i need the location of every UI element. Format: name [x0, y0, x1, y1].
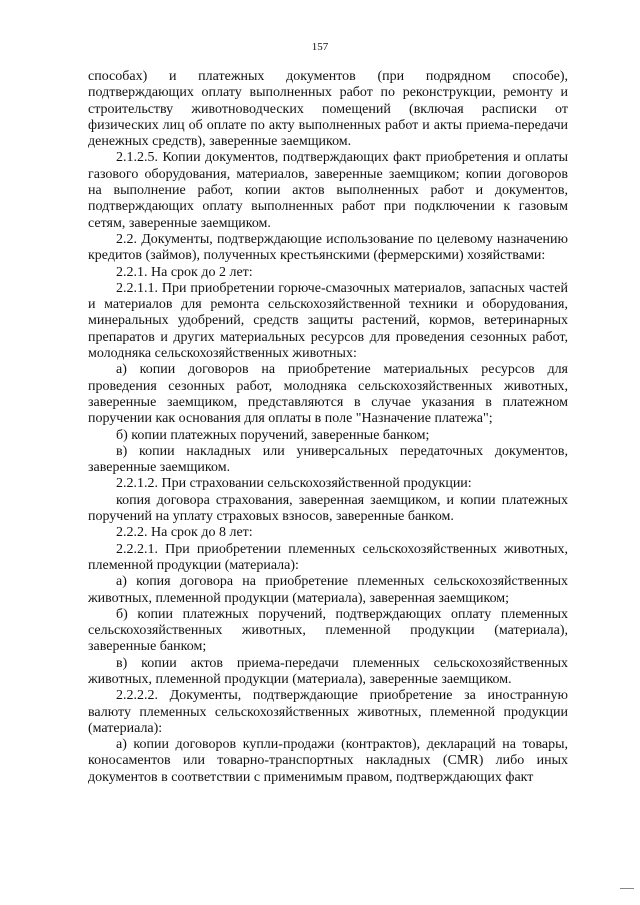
- paragraph: 2.2.2. На срок до 8 лет:: [116, 525, 253, 541]
- paragraph: 2.2. Документы, подтверждающие использование по целевому назначению кредитов (займов), полученных крестьянскими (фермерскими) хозяйствами:: [88, 231, 568, 264]
- paragraph: б) копии платежных поручений, подтверждающих оплату племенных сельскохозяйственных животных, племенной продукции (материала), заверенные банком;: [88, 606, 568, 655]
- paragraph: 2.2.2.2. Документы, подтверждающие приобретение за иностранную валюту племенных сельскохозяйственных животных, племенной продукции (материала):: [88, 688, 568, 736]
- paragraph: копия договора страхования, заверенная заемщиком, и копии платежных поручений на уплату страховых взносов, заверенные банком.: [88, 492, 568, 525]
- paragraph: 2.1.2.5. Копии документов, подтверждающих факт приобретения и оплаты газового оборудования, материалов, заверенные заемщиком; копии договоров на выполнение работ, копии актов выполненных работ и документов, подтверждающих оплату выполненных работ при подключении к газовым сетям, заверенные заемщиком.: [88, 150, 568, 231]
- document-body: [88, 69, 568, 786]
- paragraph: 2.2.1.2. При страховании сельскохозяйственной продукции:: [116, 476, 472, 492]
- paragraph: а) копии договоров на приобретение материальных ресурсов для проведения сезонных работ, молодняка сельскохозяйственных животных, заверенные заемщиком, представляются в случае указания в платежном поручении как основания для оплаты в поле "Назначение платежа";: [88, 362, 568, 427]
- paragraph: способах) и платежных документов (при подрядном способе), подтверждающих оплату выполненных работ по реконструкции, ремонту и строительству животноводческих помещений (включая расписки от физических лиц об оплате по акту выполненных работ и акты приема-передачи денежных средств), заверенные заемщиком.: [88, 69, 568, 150]
- edge-mark: [620, 888, 634, 889]
- paragraph: 2.2.1.1. При приобретении горюче-смазочных материалов, запасных частей и материалов для ремонта сельскохозяйственной техники и оборудования, минеральных удобрений, средств защиты растений, кормов, ветеринарных препаратов и других материальных ресурсов для проведения сезонных работ, молодняка сельскохозяйственных животных:: [88, 280, 568, 362]
- paragraph: в) копии актов приема-передачи племенных сельскохозяйственных животных, племенной продукции (материала), заверенные заемщиком.: [88, 655, 568, 687]
- paragraph: б) копии платежных поручений, заверенные банком;: [116, 427, 430, 443]
- paragraph: 2.2.1. На срок до 2 лет:: [116, 264, 253, 280]
- paragraph: в) копии накладных или универсальных передаточных документов, заверенные заемщиком.: [88, 443, 568, 476]
- page-number: 157: [311, 41, 329, 53]
- paragraph: а) копии договоров купли-продажи (контрактов), деклараций на товары, коносаментов или товарно-транспортных накладных (CMR) либо иных документов в соответствии с применимым правом, подтверждающих факт: [88, 737, 568, 785]
- paragraph: 2.2.2.1. При приобретении племенных сельскохозяйственных животных, племенной продукции (материала):: [88, 541, 568, 573]
- paragraph: а) копия договора на приобретение племенных сельскохозяйственных животных, племенной продукции (материала), заверенная заемщиком;: [88, 574, 568, 606]
